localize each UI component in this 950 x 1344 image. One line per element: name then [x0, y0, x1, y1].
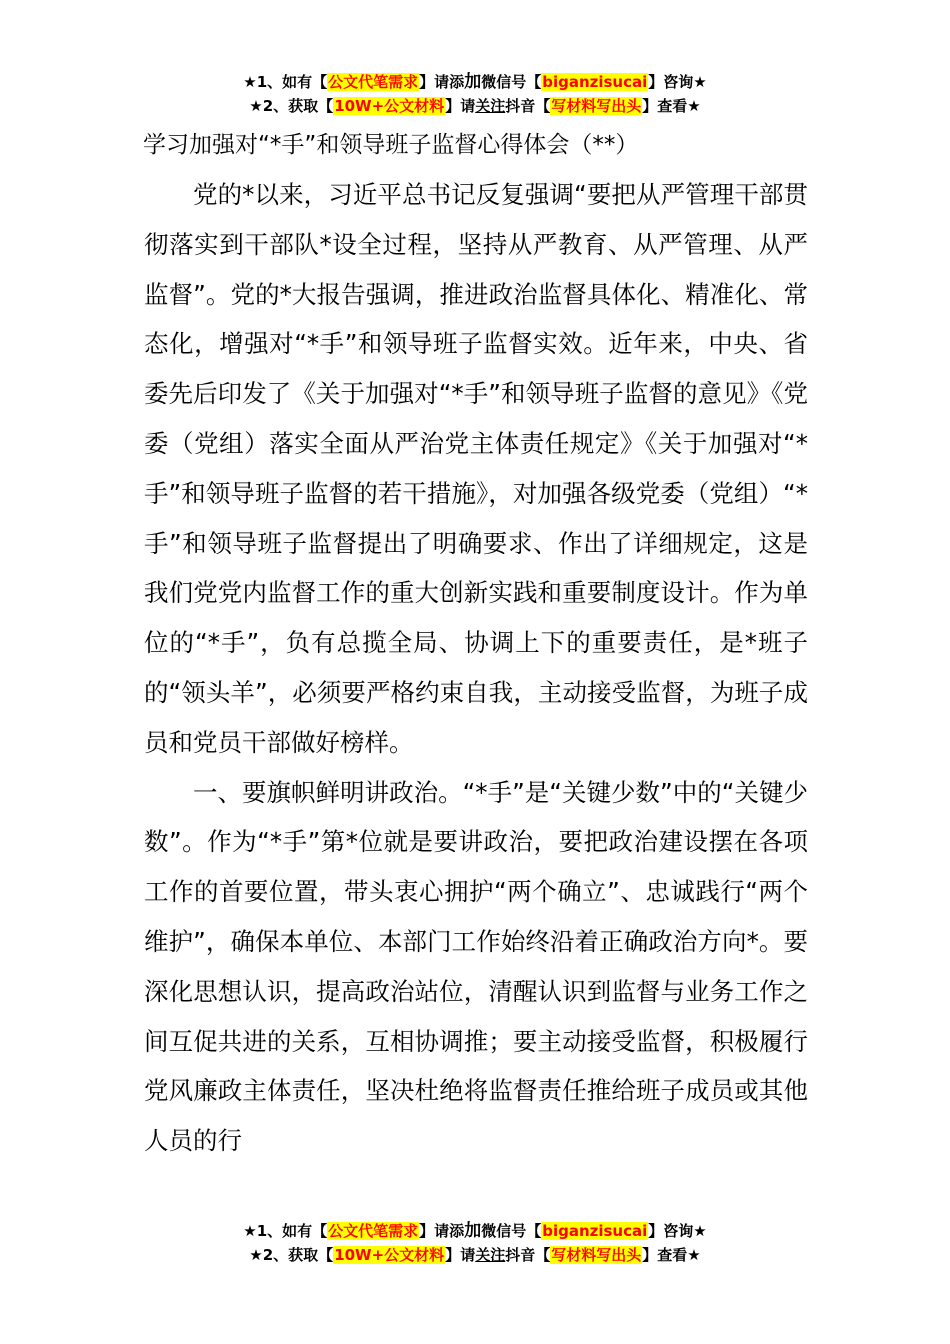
promo-line-2	[0, 94, 950, 118]
promo-line-1-prefix: ★1、如有【	[243, 1222, 328, 1240]
promo-line-1-bold-word: 加	[464, 72, 482, 92]
promo-line-2-prefix: ★2、获取【	[249, 1246, 334, 1264]
promo-highlight-materials: 10W+公文材料	[334, 1246, 445, 1264]
promo-line-2-middle: 】请	[445, 97, 476, 115]
promo-line-2-prefix: ★2、获取【	[249, 97, 334, 115]
promo-line-1	[0, 70, 950, 94]
promo-line-1-suffix: 】咨询★	[648, 1222, 707, 1240]
promo-line-1-suffix: 】咨询★	[648, 73, 707, 91]
promo-banner-bottom	[0, 1219, 950, 1267]
promo-line-1-middle: 】请添	[419, 1222, 465, 1240]
promo-line-2-suffix: 】查看★	[642, 97, 701, 115]
promo-line-2-middle-2: 抖音【	[505, 97, 551, 115]
promo-line-2-underlined: 关注	[475, 1246, 506, 1264]
promo-line-2-underlined: 关注	[475, 97, 506, 115]
promo-line-2-middle-2: 抖音【	[505, 1246, 551, 1264]
promo-line-2	[0, 1243, 950, 1267]
promo-highlight-douyin: 写材料写出头	[551, 1246, 642, 1264]
paragraph-section-one: 一、要旗帜鲜明讲政治。“*手”是“关键少数”中的“关键少数”。作为“*手”第*位就是要讲政治，要把政治建设摆在各项工作的首要位置，带头衷心拥护“两个确立”、忠诚践行“两个维护”，确保本单位、本部门工作始终沿着正确政治方向*。要深化思想认识，提高政治站位，清醒认识到监督与业务工作之间互促共进的关系，互相协调推；要主动接受监督，积极履行党风廉政主体责任，坚决杜绝将监督责任推给班子成员或其他人员的行	[144, 777, 808, 1156]
promo-highlight-wechat-id: biganzisucai	[542, 73, 648, 91]
promo-line-2-middle: 】请	[445, 1246, 476, 1264]
promo-line-1-middle: 】请添	[419, 73, 465, 91]
promo-line-2-suffix: 】查看★	[642, 1246, 701, 1264]
document-title: 学习加强对“*手”和领导班子监督心得体会（**）	[143, 132, 639, 158]
document-body	[144, 170, 808, 1166]
promo-line-1-middle-2: 微信号【	[481, 73, 542, 91]
promo-line-1-prefix: ★1、如有【	[243, 73, 328, 91]
promo-line-1-middle-2: 微信号【	[481, 1222, 542, 1240]
promo-banner-top	[0, 70, 950, 118]
promo-highlight-materials: 10W+公文材料	[334, 97, 445, 115]
promo-line-1-bold-word: 加	[464, 1221, 482, 1241]
paragraph-intro: 党的*以来，习近平总书记反复强调“要把从严管理干部贯彻落实到干部队*设全过程，坚持从严教育、从严管理、从严监督”。党的*大报告强调，推进政治监督具体化、精准化、常态化，增强对“*手”和领导班子监督实效。近年来，中央、省委先后印发了《关于加强对“*手”和领导班子监督的意见》《党委（党组）落实全面从严治党主体责任规定》《关于加强对“*手”和领导班子监督的若干措施》，对加强各级党委（党组）“*手”和领导班子监督提出了明确要求、作出了详细规定，这是我们党党内监督工作的重大创新实践和重要制度设计。作为单位的“*手”，负有总揽全局、协调上下的重要责任，是*班子的“领头羊”，必须要严格约束自我，主动接受监督，为班子成员和党员干部做好榜样。	[144, 180, 808, 757]
promo-highlight-wechat-id: biganzisucai	[542, 1222, 648, 1240]
promo-highlight-ghostwriting: 公文代笔需求	[328, 73, 419, 91]
promo-highlight-ghostwriting: 公文代笔需求	[328, 1222, 419, 1240]
promo-line-1	[0, 1219, 950, 1243]
promo-highlight-douyin: 写材料写出头	[551, 97, 642, 115]
